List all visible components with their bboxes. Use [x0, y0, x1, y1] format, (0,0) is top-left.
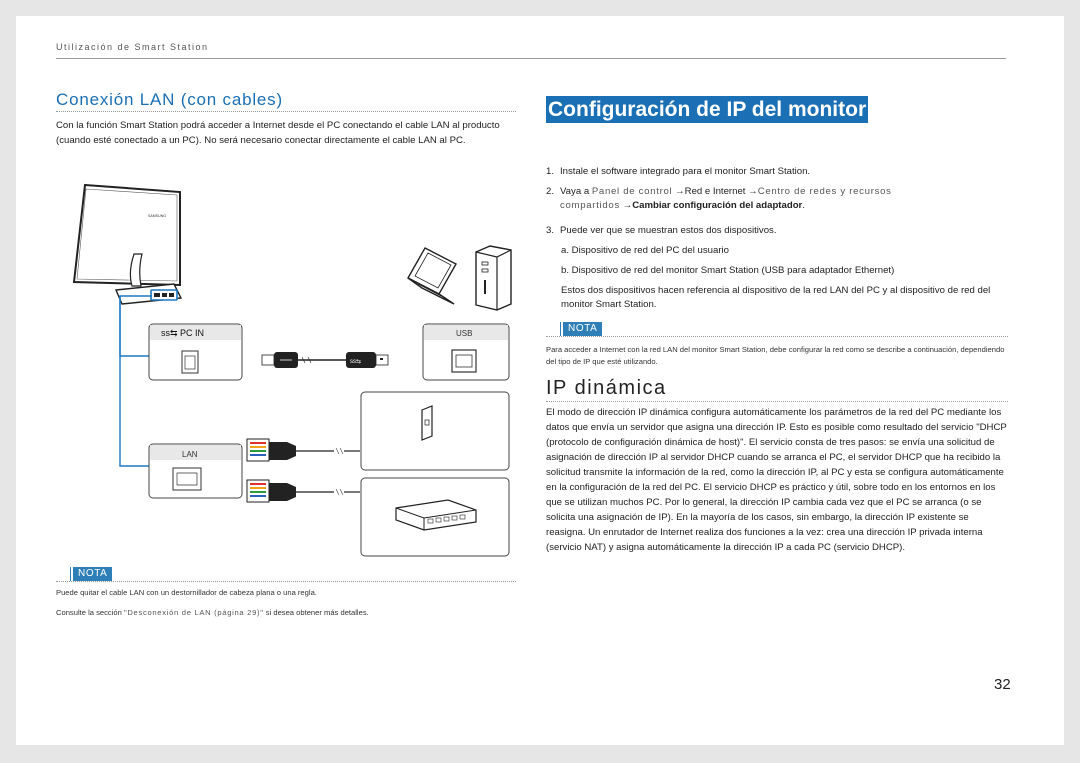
pc-in-port-panel: [149, 324, 242, 380]
step-2: 2. Vaya a Panel de control →Red e Internet →Centro de redes y recursos: [546, 186, 892, 197]
left-nota-line1: Puede quitar el cable LAN con un destornillador de cabeza plana o una regla.: [56, 588, 317, 597]
usb-label: USB: [456, 329, 473, 338]
monitor-illustration: [74, 185, 181, 304]
step-3b: b. Dispositivo de red del monitor Smart Station (USB para adaptador Ethernet): [561, 265, 895, 276]
step-3-note: Estos dos dispositivos hacen referencia al dispositivo de la red LAN del PC y al dispositivo de red del monitor Smart Station.: [561, 285, 991, 310]
lan-heading-divider: [56, 111, 516, 112]
step-3: 3. Puede ver que se muestran estos dos dispositivos.: [546, 225, 777, 236]
header-divider: [56, 58, 1006, 59]
step-1: 1. Instale el software integrado para el monitor Smart Station.: [546, 166, 811, 177]
cross-reference-link[interactable]: "Desconexión de LAN (página 29)": [123, 608, 264, 617]
ethernet-cables: [247, 439, 360, 502]
ip-dinamica-paragraph: El modo de dirección IP dinámica configura automáticamente los parámetros de la red del PC mediante los datos que envía un servidor que asigna una dirección IP. Esto es posible como resultado del servicio "DHCP (protocolo de configuración dinámica de host)". El servicio consta de tres pasos: se envía una solicitud de asignación de dirección IP al servidor DHCP cuando se arranca el PC, el servidor DHCP que ha recibido la solicitud transmite la información de la red, como la dirección IP, al PC y esta se configura automáticamente en la configuración de la red del PC. El servicio DHCP es práctico y útil, sobre todo en los entornos en los que se utilizan muchos PC. Por lo general, la dirección IP cambia cada vez que el PC se arranca (o se solicita una asignación de IP). En la mayoría de los casos, sin embargo, la dirección IP existente se reasigna. Un enrutador de Internet realiza dos funciones a la vez: crea una dirección IP privada interna (servicio NAT) y asigna automáticamente la dirección IP a cada PC (servicio DHCP).: [546, 407, 1007, 553]
svg-text:ss⇆: ss⇆: [350, 359, 362, 365]
lan-port-panel: [149, 444, 242, 498]
lan-connection-diagram: [56, 172, 516, 567]
page-number: 32: [994, 676, 1011, 693]
left-nota-badge: NOTA: [73, 567, 112, 581]
lan-label: LAN: [182, 450, 198, 459]
monitor-brand: SAMSUNG: [148, 214, 167, 218]
section-header: Utilización de Smart Station: [56, 42, 209, 52]
left-nota-divider: [56, 581, 516, 582]
step-3a: a. Dispositivo de red del PC del usuario: [561, 245, 729, 256]
right-nota-text: Para acceder a Internet con la red LAN del monitor Smart Station, debe configurar la red como se describe a continuación, dependiendo del tipo de IP que esté utilizando.: [546, 345, 1005, 366]
router-panel: [361, 478, 509, 556]
laptop-icon: [408, 248, 456, 304]
desktop-pc-icon: [476, 246, 511, 310]
ip-config-title: Configuración de IP del monitor: [548, 98, 867, 121]
right-nota-divider: [546, 336, 1008, 337]
pc-in-label: PC IN: [180, 328, 205, 338]
lan-heading: Conexión LAN (con cables): [56, 90, 283, 109]
lan-intro-paragraph: Con la función Smart Station podrá acceder a Internet desde el PC conectando el cable LAN al producto (cuando esté conectado a un PC). No será necesario conectar directamente el cable LAN al PC.: [56, 120, 500, 146]
wall-outlet-panel: [361, 392, 509, 470]
usb-cable: [262, 352, 388, 368]
step-2-continued: compartidos →Cambiar configuración del adaptador.: [560, 200, 805, 211]
ip-dinamica-divider: [546, 401, 1008, 402]
ip-dinamica-heading: IP dinámica: [546, 377, 667, 399]
left-nota-line2: Consulte la sección "Desconexión de LAN (página 29)" si desea obtener más detalles.: [56, 608, 369, 617]
right-nota-badge: NOTA: [563, 322, 602, 336]
usb-port-panel: [423, 324, 509, 380]
svg-text:ss⇆: ss⇆: [161, 328, 178, 338]
